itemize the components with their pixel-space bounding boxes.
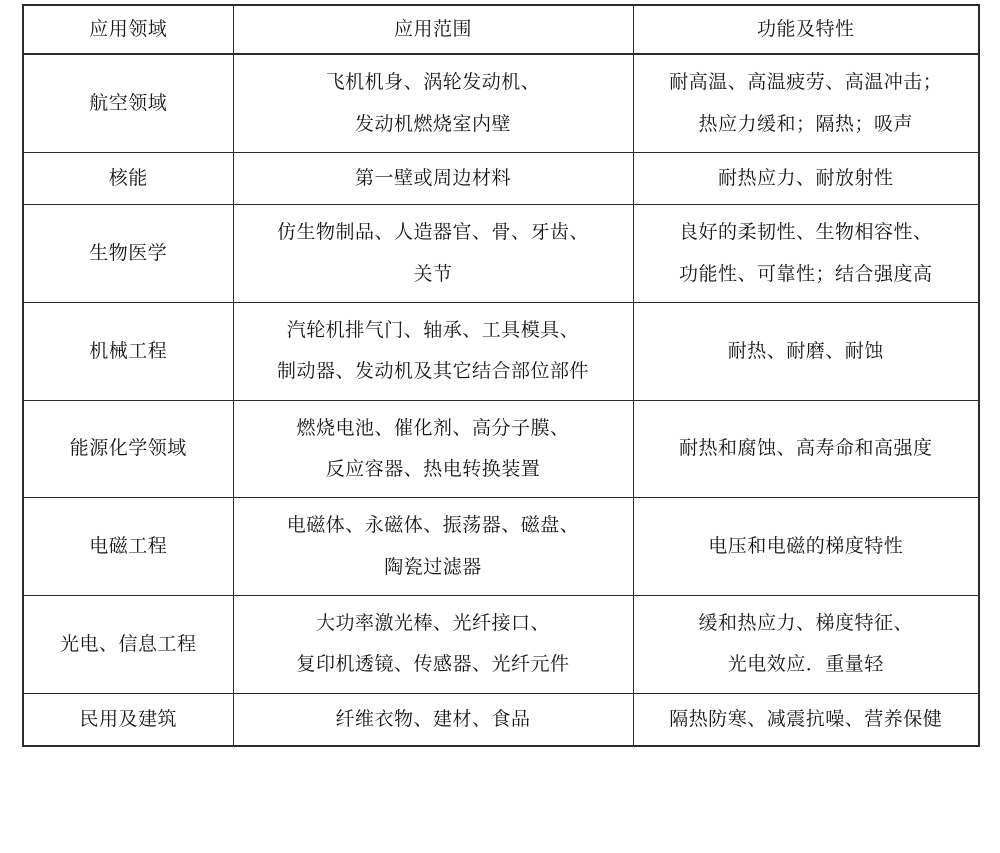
table-row — [23, 303, 979, 401]
table-row — [23, 205, 979, 303]
cell-line: 燃烧电池、催化剂、高分子膜、 — [296, 416, 570, 439]
cell-area: 民用及建筑 — [23, 693, 233, 746]
cell-line: 关节 — [413, 262, 453, 285]
cell-area: 航空领域 — [23, 54, 233, 152]
cell-scope — [233, 303, 633, 401]
cell-line: 大功率激光棒、光纤接口、 — [315, 612, 550, 635]
cell-line: 耐高温、高温疲劳、高温冲击； — [669, 71, 943, 94]
cell-features — [633, 303, 979, 401]
application-fields-table — [22, 4, 980, 747]
cell-features — [633, 596, 979, 694]
table-row — [23, 498, 979, 596]
cell-line: 耐热应力、耐放射性 — [717, 167, 894, 190]
column-header-area: 应用领域 — [23, 5, 233, 54]
column-header-scope: 应用范围 — [233, 5, 633, 54]
cell-line: 仿生物制品、人造器官、骨、牙齿、 — [276, 221, 589, 244]
cell-line: 缓和热应力、梯度特征、 — [698, 612, 913, 635]
cell-features — [633, 400, 979, 498]
cell-scope — [233, 596, 633, 694]
cell-line: 陶瓷过滤器 — [384, 555, 482, 578]
cell-line: 第一壁或周边材料 — [354, 167, 511, 190]
cell-area: 生物医学 — [23, 205, 233, 303]
cell-features — [633, 153, 979, 205]
cell-area: 核能 — [23, 153, 233, 205]
column-header-features: 功能及特性 — [633, 5, 979, 54]
cell-area: 机械工程 — [23, 303, 233, 401]
table-row — [23, 596, 979, 694]
cell-scope — [233, 153, 633, 205]
cell-line: 制动器、发动机及其它结合部位部件 — [276, 360, 589, 383]
cell-line: 电磁体、永磁体、振荡器、磁盘、 — [286, 514, 580, 537]
cell-features — [633, 693, 979, 746]
cell-features — [633, 205, 979, 303]
table-row — [23, 54, 979, 152]
cell-line: 耐热、耐磨、耐蚀 — [727, 339, 884, 362]
cell-area: 能源化学领域 — [23, 400, 233, 498]
cell-line: 汽轮机排气门、轴承、工具模具、 — [286, 319, 580, 342]
cell-features — [633, 498, 979, 596]
cell-area: 电磁工程 — [23, 498, 233, 596]
cell-line: 发动机燃烧室内壁 — [354, 112, 511, 135]
cell-line: 纤维衣物、建材、食品 — [335, 707, 531, 730]
table-header-row — [23, 5, 979, 54]
cell-line: 飞机机身、涡轮发动机、 — [325, 71, 541, 94]
cell-scope — [233, 400, 633, 498]
cell-line: 电压和电磁的梯度特性 — [708, 535, 904, 558]
cell-scope — [233, 498, 633, 596]
cell-line: 耐热和腐蚀、高寿命和高强度 — [678, 437, 933, 460]
cell-scope — [233, 54, 633, 152]
cell-scope — [233, 205, 633, 303]
table-row — [23, 400, 979, 498]
table-row — [23, 153, 979, 205]
cell-scope — [233, 693, 633, 746]
cell-line: 良好的柔韧性、生物相容性、 — [678, 221, 933, 244]
cell-line: 复印机透镜、传感器、光纤元件 — [296, 653, 570, 676]
cell-area: 光电、信息工程 — [23, 596, 233, 694]
cell-line: 光电效应．重量轻 — [727, 653, 884, 676]
cell-line: 功能性、可靠性；结合强度高 — [678, 262, 933, 285]
table-row — [23, 693, 979, 746]
cell-line: 热应力缓和；隔热；吸声 — [698, 112, 913, 135]
cell-features — [633, 54, 979, 152]
cell-line: 反应容器、热电转换装置 — [325, 458, 541, 481]
cell-line: 隔热防寒、减震抗噪、营养保健 — [669, 707, 943, 730]
